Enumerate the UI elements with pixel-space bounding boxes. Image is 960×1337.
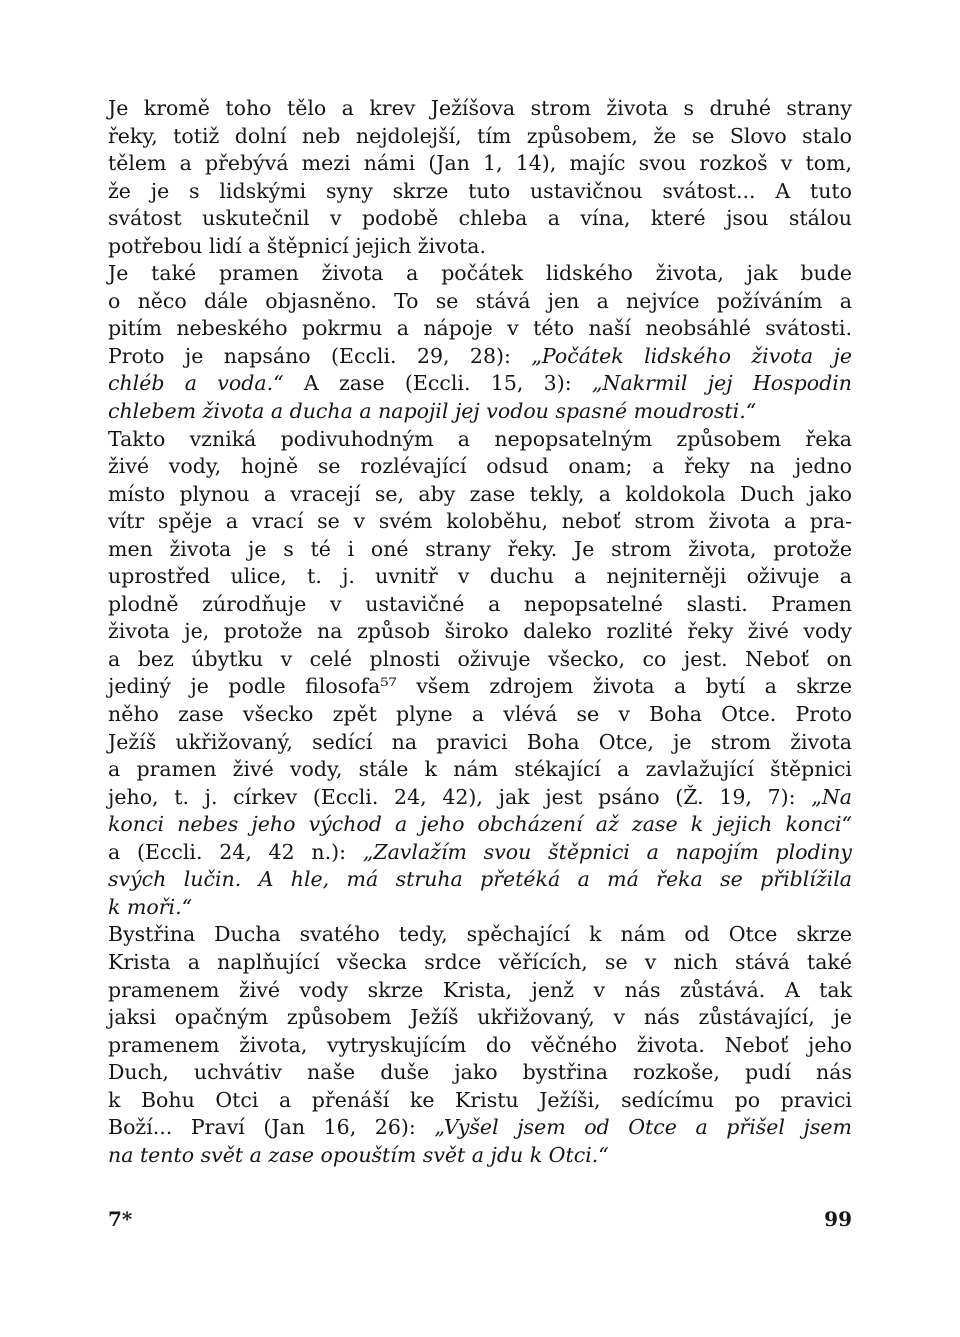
text-line — [108, 508, 852, 536]
text-line — [108, 618, 852, 646]
text-segment: jediný je podle filosofa⁵⁷ všem zdrojem života a bytí a skrze — [108, 674, 852, 699]
text-segment: a pramen živé vody, stále k nám stékající a zavlažující štěpnici — [108, 757, 852, 782]
text-segment: Je také pramen života a počátek lidského života, jak bude — [108, 261, 852, 286]
text-segment: vítr spěje a vrací se v svém koloběhu, neboť strom života a pra- — [108, 509, 852, 534]
text-line — [108, 426, 852, 454]
text-segment: k Bohu Otci a přenáší ke Kristu Ježíši, sedícímu po pravici — [108, 1087, 852, 1112]
italic-quote-segment: k moři.“ — [108, 894, 193, 919]
text-segment: něho zase všecko zpět plyne a vlévá se v Boha Otce. Proto — [108, 702, 852, 727]
text-segment: Krista a naplňující všecka srdce věřících, se v nich stává také — [108, 949, 852, 974]
text-segment: pramenem živé vody skrze Krista, jenž v nás zůstává. A tak — [108, 977, 852, 1002]
italic-quote-segment: „Nakrmil jej Hospodin — [591, 371, 852, 396]
text-segment: jeho, t. j. církev (Eccli. 24, 42), jak jest psáno (Ž. 19, 7): — [108, 784, 812, 809]
text-segment: pitím nebeského pokrmu a nápoje v této naší neobsáhlé svátosti. — [108, 316, 852, 341]
text-line — [108, 95, 852, 123]
italic-quote-segment: „Na — [811, 784, 852, 809]
text-segment: místo plynou a vracejí se, aby zase tekly, a koldokola Duch jako — [108, 481, 852, 506]
text-segment: živé vody, hojně se rozlévající odsud onam; a řeky na jedno — [108, 454, 852, 479]
text-segment: tělem a přebývá mezi námi (Jan 1, 14), majíc svou rozkoš v tom, — [108, 151, 852, 176]
text-line — [108, 123, 852, 151]
text-line — [108, 205, 852, 233]
text-segment: Je kromě toho tělo a krev Ježíšova strom života s druhé strany — [108, 96, 852, 120]
text-line — [108, 315, 852, 343]
text-line — [108, 260, 852, 288]
italic-quote-segment: „Vyšel jsem od Otce a přišel jsem — [434, 1115, 852, 1140]
text-segment: že je s lidskými syny skrze tuto ustavičnou svátost... A tuto — [108, 178, 852, 203]
text-line — [108, 866, 852, 894]
text-line — [108, 839, 852, 867]
text-line — [108, 784, 852, 812]
text-line — [108, 1087, 852, 1115]
text-line — [108, 536, 852, 564]
text-segment: potřebou lidí a štěpnicí jejich života. — [108, 233, 487, 258]
text-line — [108, 233, 852, 261]
italic-quote-segment: „Zavlažím svou štěpnici a napojím plodiny — [362, 839, 852, 864]
text-line — [108, 563, 852, 591]
text-segment: A zase (Eccli. 15, 3): — [283, 371, 592, 396]
text-segment: svátost uskutečnil v podobě chleba a vína, které jsou stálou — [108, 206, 852, 231]
text-line — [108, 1142, 852, 1170]
text-line — [108, 673, 852, 701]
text-segment: Takto vzniká podivuhodným a nepopsatelným způsobem řeka — [108, 426, 852, 451]
page-footer — [108, 1207, 852, 1247]
italic-quote-segment: konci nebes jeho východ a jeho obcházení až zase k jejich konci“ — [108, 812, 852, 837]
text-line — [108, 288, 852, 316]
italic-quote-segment: chléb a voda.“ — [108, 371, 284, 396]
text-line — [108, 811, 852, 839]
text-line — [108, 178, 852, 206]
text-segment: pramenem života, vytryskujícím do věčného života. Neboť jeho — [108, 1032, 852, 1057]
text-segment: Proto je napsáno (Eccli. 29, 28): — [108, 343, 532, 368]
text-line — [108, 949, 852, 977]
text-segment: a bez úbytku v celé plnosti oživuje všecko, co jest. Neboť on — [108, 646, 852, 671]
text-line — [108, 646, 852, 674]
page-number: 99 — [824, 1207, 852, 1231]
text-line — [108, 343, 852, 371]
text-segment: Duch, uchvátiv naše duše jako bystřina rozkoše, pudí nás — [108, 1060, 852, 1085]
text-line — [108, 1004, 852, 1032]
text-line — [108, 729, 852, 757]
italic-quote-segment: „Počátek lidského života je — [531, 343, 852, 368]
text-line — [108, 977, 852, 1005]
text-segment: Boží... Praví (Jan 16, 26): — [108, 1115, 435, 1140]
text-segment: života je, protože na způsob široko daleko rozlité řeky živé vody — [108, 619, 852, 644]
text-line — [108, 701, 852, 729]
text-segment: a (Eccli. 24, 42 n.): — [108, 839, 363, 864]
text-segment: o něco dále objasněno. To se stává jen a nejvíce požíváním a — [108, 288, 852, 313]
text-line — [108, 398, 852, 426]
text-line — [108, 756, 852, 784]
text-segment: men života je s té i oné strany řeky. Je strom života, protože — [108, 536, 852, 561]
text-segment: jaksi opačným způsobem Ježíš ukřižovaný, v nás zůstávající, je — [108, 1005, 852, 1030]
text-segment: Bystřina Ducha svatého tedy, spěchající k nám od Otce skrze — [108, 922, 852, 947]
text-line — [108, 1032, 852, 1060]
text-line — [108, 894, 852, 922]
text-line — [108, 150, 852, 178]
text-segment: plodně zúrodňuje v ustavičné a nepopsatelné slasti. Pramen — [108, 591, 852, 616]
text-line — [108, 921, 852, 949]
italic-quote-segment: na tento svět a zase opouštím svět a jdu k Otci.“ — [108, 1142, 609, 1167]
text-line — [108, 1059, 852, 1087]
body-text — [108, 95, 852, 1169]
text-line — [108, 370, 852, 398]
text-line — [108, 453, 852, 481]
text-line — [108, 1114, 852, 1142]
italic-quote-segment: chlebem života a ducha a napojil jej vodou spasné moudrosti.“ — [108, 399, 757, 424]
text-line — [108, 481, 852, 509]
text-segment: Ježíš ukřižovaný, sedící na pravici Boha Otce, je strom života — [108, 729, 852, 754]
printer-signature: 7* — [108, 1207, 133, 1231]
italic-quote-segment: svých lučin. A hle, má struha přetéká a má řeka se přiblížila — [108, 867, 852, 892]
text-segment: uprostřed ulice, t. j. uvnitř v duchu a nejniterněji oživuje a — [108, 564, 852, 589]
text-line — [108, 591, 852, 619]
text-segment: řeky, totiž dolní neb nejdolejší, tím způsobem, že se Slovo stalo — [108, 123, 852, 148]
